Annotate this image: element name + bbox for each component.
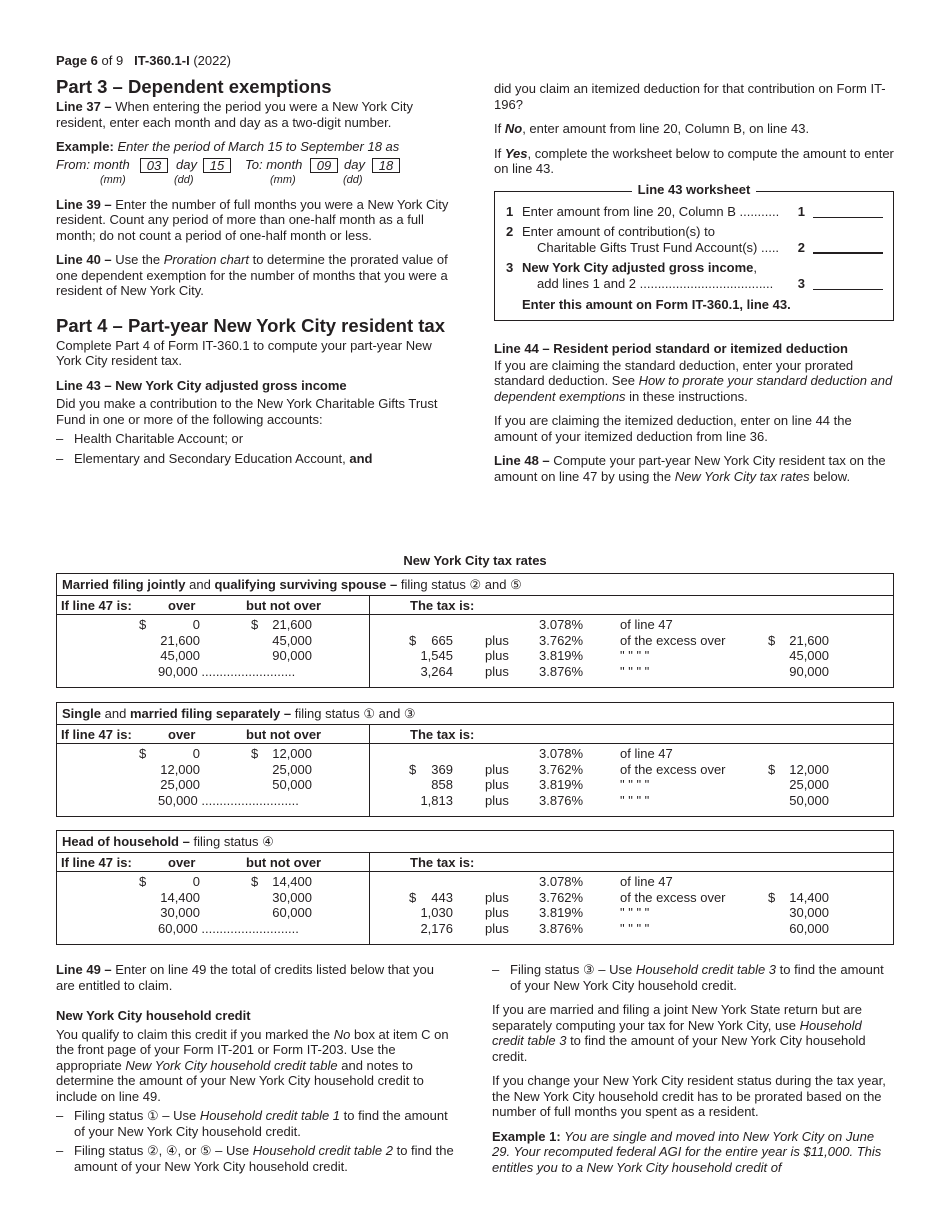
dash: – [56, 1108, 64, 1123]
worksheet-footer: Enter this amount on Form IT-360.1, line 43. [522, 297, 791, 312]
cell-tax: 1,030 [420, 905, 453, 920]
list-item [56, 431, 456, 447]
table-header [57, 831, 893, 853]
column-divider [369, 744, 370, 816]
header-bold-1: Single [62, 706, 102, 721]
cell-of: of the excess over [620, 889, 726, 905]
line44-heading: Line 44 – Resident period standard or itemized deduction [494, 341, 848, 356]
list-item [492, 962, 894, 993]
if-yes-pre: If [494, 145, 502, 161]
cell-excess: 50,000 [789, 792, 829, 808]
cell-over: 45,000 [160, 648, 200, 663]
if-no-paragraph [494, 121, 896, 137]
cell-of: " " " " [620, 648, 650, 663]
dash: – [56, 1143, 64, 1158]
right-column-lower [494, 341, 896, 484]
line48-label: Line 48 – [494, 453, 550, 468]
joint-text-b: to find the amount of your New York City household credit. [492, 1033, 866, 1064]
cell-excess: 14,400 [789, 889, 829, 905]
bottom-right-column [492, 962, 894, 1175]
line49-paragraph [56, 962, 456, 993]
line37-label: Line 37 – [56, 99, 112, 114]
from-day-label: day [176, 156, 197, 172]
cell-rate: 3.876% [539, 792, 584, 808]
col-if-line: If line 47 is: [61, 727, 132, 742]
fs3-italic: Household credit table 3 [635, 962, 777, 977]
cell-of: of line 47 [620, 617, 673, 632]
line44-paragraph-1 [494, 358, 896, 405]
line48-post: below. [813, 468, 851, 484]
line39-text: Enter the number of full months you were a New York City resident. Count any period of more than one-half month as a full month; do not count a period of one-half month or less. [56, 196, 449, 243]
table-body [57, 615, 893, 687]
row2-number: 2 [506, 224, 514, 239]
col-if-line: If line 47 is: [61, 855, 132, 870]
no-word: No [504, 121, 523, 136]
cell-bno: 60,000 [272, 905, 312, 920]
cell-tax-dollar: $ [409, 889, 417, 905]
line44-paragraph-2: If you are claiming the itemized deduction, enter on line 44 the amount of your itemized deduction from line 36. [494, 413, 852, 444]
household-credit-paragraph [56, 1027, 456, 1105]
cell-excess: 12,000 [789, 761, 829, 777]
line40-label: Line 40 – [56, 252, 112, 267]
table-header [57, 574, 893, 596]
column-labels [57, 725, 893, 744]
example-label: Example: [56, 139, 114, 154]
right-column [494, 81, 896, 177]
tax-rate-table-2 [56, 702, 894, 817]
worksheet-title [495, 182, 893, 198]
cell-ex-dollar: $ [768, 889, 776, 905]
if-yes-text: , complete the worksheet below to compute the amount to enter on line 43. [494, 145, 894, 176]
cell-rate: 3.819% [539, 648, 584, 663]
row2-text-a: Enter amount of contribution(s) to [522, 224, 715, 239]
cell-over: 30,000 [160, 905, 200, 920]
fs3-post: to find the amount of your New York City household credit. [510, 962, 884, 993]
column-divider [369, 615, 370, 687]
col-tax-is: The tax is: [410, 598, 475, 613]
worksheet-row-2 [506, 224, 887, 256]
cell-ex-dollar: $ [768, 632, 776, 648]
cell-tax: 858 [431, 777, 453, 792]
list-item [56, 1143, 456, 1174]
cell-of: " " " " [620, 777, 650, 792]
cell-over: 14,400 [160, 889, 200, 905]
cell-excess: 21,600 [789, 632, 829, 648]
line48-pre: Compute your part-year New York City resident tax on the amount on line 47 by using the [494, 453, 886, 484]
cell-of: of line 47 [620, 874, 673, 889]
cell-plus: plus [485, 920, 509, 936]
table-body [57, 744, 893, 816]
cell-over: 0 [192, 874, 200, 889]
header-rest: filing status ④ [193, 834, 274, 849]
page-of: of 9 [101, 53, 124, 68]
header-rest: filing status ① and ③ [294, 706, 416, 721]
line44-p1-pre: If you are claiming the standard deduction, enter your prorated standard deduction. See [494, 357, 854, 388]
left-column [56, 76, 456, 466]
col-tax-is: The tax is: [410, 727, 475, 742]
from-month-label: From: month [56, 156, 130, 172]
cell-bno: 90,000 [272, 648, 312, 663]
if-yes-paragraph [494, 146, 896, 177]
header-rest: filing status ② and ⑤ [400, 577, 522, 592]
cell-tax: 665 [431, 632, 453, 648]
row1-number: 1 [506, 204, 514, 219]
cell-tax: 3,264 [420, 663, 453, 679]
line37-paragraph [56, 99, 456, 130]
cell-plus: plus [485, 792, 509, 808]
cell-plus: plus [485, 663, 509, 679]
line48-paragraph [494, 453, 896, 484]
page-header [56, 53, 231, 69]
list-item [56, 1108, 456, 1139]
fs2-pre: Filing status ②, ④, or ⑤ – Use [74, 1143, 250, 1158]
line40-text-a: Use the [115, 252, 161, 267]
column-divider [369, 853, 370, 871]
part4-text: Complete Part 4 of Form IT-360.1 to compute your part-year New York City resident tax. [56, 337, 432, 368]
cell-tax: 443 [431, 889, 453, 905]
worksheet-row-1 [506, 204, 887, 220]
row1-text: Enter amount from line 20, Column B ........... [522, 204, 780, 219]
example1-label: Example 1: [492, 1128, 561, 1144]
col-but-not-over: but not over [246, 855, 322, 870]
row2-line-number: 2 [797, 240, 805, 255]
col-over: over [168, 727, 196, 742]
hh-text-c: and notes to determine the amount of your New York City household credit to include on line 49. [56, 1057, 424, 1104]
from-month-box: 03 [140, 158, 168, 173]
dash: – [492, 962, 500, 977]
column-labels [57, 596, 893, 615]
cell-rate: 3.876% [539, 920, 584, 936]
cell-excess: 30,000 [789, 905, 829, 920]
cell-dollar: $ [139, 746, 147, 761]
line44-p1-post: in these instructions. [629, 388, 748, 404]
cell-plus: plus [485, 889, 509, 905]
fs1-pre: Filing status ① – Use [74, 1108, 197, 1123]
line40-italic: Proration chart [163, 252, 249, 267]
cell-rate: 3.762% [539, 889, 584, 905]
hh-italic: New York City household credit table [125, 1057, 338, 1073]
cell-plus: plus [485, 905, 509, 920]
continuation-text: did you claim an itemized deduction for that contribution on Form IT-196? [494, 81, 886, 112]
cell-of: " " " " [620, 920, 650, 936]
row3-number: 3 [506, 260, 514, 275]
cell-over: 25,000 [160, 777, 200, 792]
cell-tax-dollar: $ [409, 761, 417, 777]
hh-text-a: You qualify to claim this credit if you marked the [56, 1026, 331, 1042]
row3-text-bold: New York City adjusted gross income [522, 260, 754, 275]
page-number: Page 6 [56, 53, 98, 68]
header-bold-1: Head of household – [62, 834, 190, 849]
dash: – [56, 431, 64, 446]
cell-bno: 25,000 [272, 761, 312, 777]
bottom-left-column [56, 962, 456, 1174]
from-mm-caption: (mm) [100, 173, 126, 186]
part3-title: Part 3 – Dependent exemptions [56, 76, 332, 97]
example1-text: You are single and moved into New York City on June 29. Your recomputed federal AGI for the entire year is $11,000. This entitles you to a New York City household credit of [492, 1128, 882, 1175]
line40-text-b: to determine the prorated value of one dependent exemption for the number of months that you were a resident of New York City. [56, 252, 448, 298]
cell-rate: 3.819% [539, 905, 584, 920]
cell-over: 0 [192, 746, 200, 761]
cell-bno: 12,000 [272, 746, 312, 761]
cell-over: 50,000 ........................... [158, 792, 299, 808]
cell-tax: 1,813 [420, 792, 453, 808]
from-dd-caption: (dd) [174, 173, 194, 186]
joint-italic: Household credit table 3 [492, 1017, 862, 1048]
line43-text: Did you make a contribution to the New York Charitable Gifts Trust Fund in one or more of the following accounts: [56, 396, 438, 427]
worksheet-row-3 [506, 260, 887, 292]
cell-of: of the excess over [620, 761, 726, 777]
cell-rate: 3.078% [539, 746, 584, 761]
worksheet-title-text: Line 43 worksheet [632, 182, 757, 197]
row2-entry-line[interactable] [813, 240, 883, 254]
form-year: (2022) [193, 53, 231, 68]
cell-tax: 1,545 [420, 648, 453, 663]
cell-over: 60,000 ........................... [158, 920, 299, 936]
cell-excess: 60,000 [789, 920, 829, 936]
cell-plus: plus [485, 777, 509, 792]
cell-bno-dollar: $ [251, 746, 259, 761]
fs3-pre: Filing status ③ – Use [510, 962, 633, 977]
cell-dollar: $ [139, 874, 147, 889]
header-bold-1: Married filing jointly [62, 577, 186, 592]
fs1-post: to find the amount of your New York City household credit. [74, 1108, 448, 1139]
line37-text: When entering the period you were a New York City resident, enter each month and day as a two-digit number. [56, 99, 413, 130]
row2-text-b: Charitable Gifts Trust Fund Account(s) ..... [537, 240, 780, 255]
cell-plus: plus [485, 761, 509, 777]
dash: – [56, 450, 64, 466]
cell-bno: 30,000 [272, 889, 312, 905]
hh-text-b: box at item C on the front page of your Form IT-201 or Form IT-203. Use the appropriate [56, 1026, 449, 1073]
line43-worksheet [494, 182, 894, 321]
col-but-not-over: but not over [246, 598, 322, 613]
table-body [57, 872, 893, 944]
cell-tax-dollar: $ [409, 632, 417, 648]
row1-entry-line[interactable] [813, 204, 883, 218]
cell-bno: 14,400 [272, 874, 312, 889]
cell-bno: 50,000 [272, 777, 312, 792]
tax-rate-table-1 [56, 573, 894, 688]
cell-bno: 21,600 [272, 617, 312, 632]
list-item [56, 451, 456, 467]
cell-bno-dollar: $ [251, 617, 259, 632]
row3-line-number: 3 [797, 276, 805, 291]
bullet1-text: Health Charitable Account; or [74, 431, 244, 446]
cell-rate: 3.078% [539, 617, 584, 632]
cell-of: " " " " [620, 905, 650, 920]
cell-rate: 3.078% [539, 874, 584, 889]
to-dd-caption: (dd) [343, 173, 363, 186]
cell-dollar: $ [139, 617, 147, 632]
column-divider [369, 596, 370, 614]
cell-of: of the excess over [620, 632, 726, 648]
example-text: Enter the period of March 15 to September 18 as [117, 139, 400, 154]
to-day-label: day [344, 156, 365, 172]
col-if-line: If line 47 is: [61, 598, 132, 613]
row3-comma: , [753, 260, 758, 275]
form-number: IT-360.1-I [134, 53, 190, 68]
from-day-box: 15 [203, 158, 231, 173]
header-mid: and [189, 577, 211, 592]
example1-paragraph [492, 1129, 894, 1176]
to-mm-caption: (mm) [270, 173, 296, 186]
cell-over: 12,000 [160, 761, 200, 777]
cell-over: 90,000 .......................... [158, 663, 296, 679]
part4-title: Part 4 – Part-year New York City resident tax [56, 314, 446, 336]
cell-plus: plus [485, 632, 509, 648]
bullet2-text: Elementary and Secondary Education Account, [74, 450, 346, 466]
cell-excess: 90,000 [789, 663, 829, 679]
header-mid: and [104, 706, 127, 721]
line43-heading: Line 43 – New York City adjusted gross income [56, 377, 347, 393]
fs2-italic: Household credit table 2 [252, 1143, 393, 1158]
line49-text: Enter on line 49 the total of credits listed below that you are entitled to claim. [56, 962, 434, 993]
example-paragraph [56, 139, 456, 155]
col-over: over [168, 598, 196, 613]
cell-of: " " " " [620, 792, 650, 808]
line48-italic: New York City tax rates [674, 468, 810, 484]
tax-rate-table-3 [56, 830, 894, 945]
column-divider [369, 872, 370, 944]
line49-label: Line 49 – [56, 962, 112, 977]
cell-of: " " " " [620, 663, 650, 679]
household-credit-heading: New York City household credit [56, 1008, 251, 1023]
to-month-box: 09 [310, 158, 338, 173]
hh-no-word: No [333, 1026, 351, 1042]
cell-excess: 25,000 [789, 777, 829, 792]
row3-entry-line[interactable] [813, 276, 883, 290]
status-change-paragraph: If you change your New York City resident status during the tax year, the New York City household credit has to be prorated based on the number of full months you spent as a resident. [492, 1073, 886, 1119]
bullet2-bold: and [349, 450, 373, 466]
col-tax-is: The tax is: [410, 855, 475, 870]
header-bold-2: qualifying surviving spouse – [214, 577, 398, 592]
cell-rate: 3.876% [539, 663, 584, 679]
fs2-post: to find the amount of your New York City household credit. [74, 1143, 454, 1174]
row1-line-number: 1 [797, 204, 805, 219]
if-no-text: , enter amount from line 20, Column B, on line 43. [522, 121, 810, 136]
cell-over: 0 [192, 617, 200, 632]
cell-rate: 3.819% [539, 777, 584, 792]
cell-bno-dollar: $ [251, 874, 259, 889]
cell-plus: plus [485, 648, 509, 663]
tax-rates-title: New York City tax rates [403, 553, 547, 568]
cell-tax: 2,176 [420, 920, 453, 936]
joint-text-a: If you are married and filing a joint New York State return but are separately computing your tax for New York City, use [492, 1002, 862, 1033]
col-over: over [168, 855, 196, 870]
cell-tax: 369 [431, 761, 453, 777]
fs1-italic: Household credit table 1 [199, 1108, 341, 1123]
cell-ex-dollar: $ [768, 761, 776, 777]
line39-paragraph [56, 197, 456, 244]
header-bold-2: married filing separately – [129, 706, 292, 721]
date-entry-example [56, 157, 456, 189]
to-month-label: To: month [245, 156, 303, 172]
cell-rate: 3.762% [539, 761, 584, 777]
column-divider [369, 725, 370, 743]
line40-paragraph [56, 252, 456, 299]
line44-p1-italic: How to prorate your standard deduction and dependent exemptions [494, 373, 893, 404]
cell-over: 21,600 [160, 632, 200, 648]
yes-word: Yes [504, 145, 528, 161]
to-day-box: 18 [372, 158, 400, 173]
column-labels [57, 853, 893, 872]
cell-of: of line 47 [620, 746, 673, 761]
row3-text-b: add lines 1 and 2 ..................................... [537, 276, 774, 291]
if-no-pre: If [494, 121, 502, 136]
cell-bno: 45,000 [272, 632, 312, 648]
table-header [57, 703, 893, 725]
cell-rate: 3.762% [539, 632, 584, 648]
line39-label: Line 39 – [56, 196, 112, 212]
col-but-not-over: but not over [246, 727, 322, 742]
joint-return-paragraph [492, 1002, 894, 1064]
cell-excess: 45,000 [789, 648, 829, 663]
